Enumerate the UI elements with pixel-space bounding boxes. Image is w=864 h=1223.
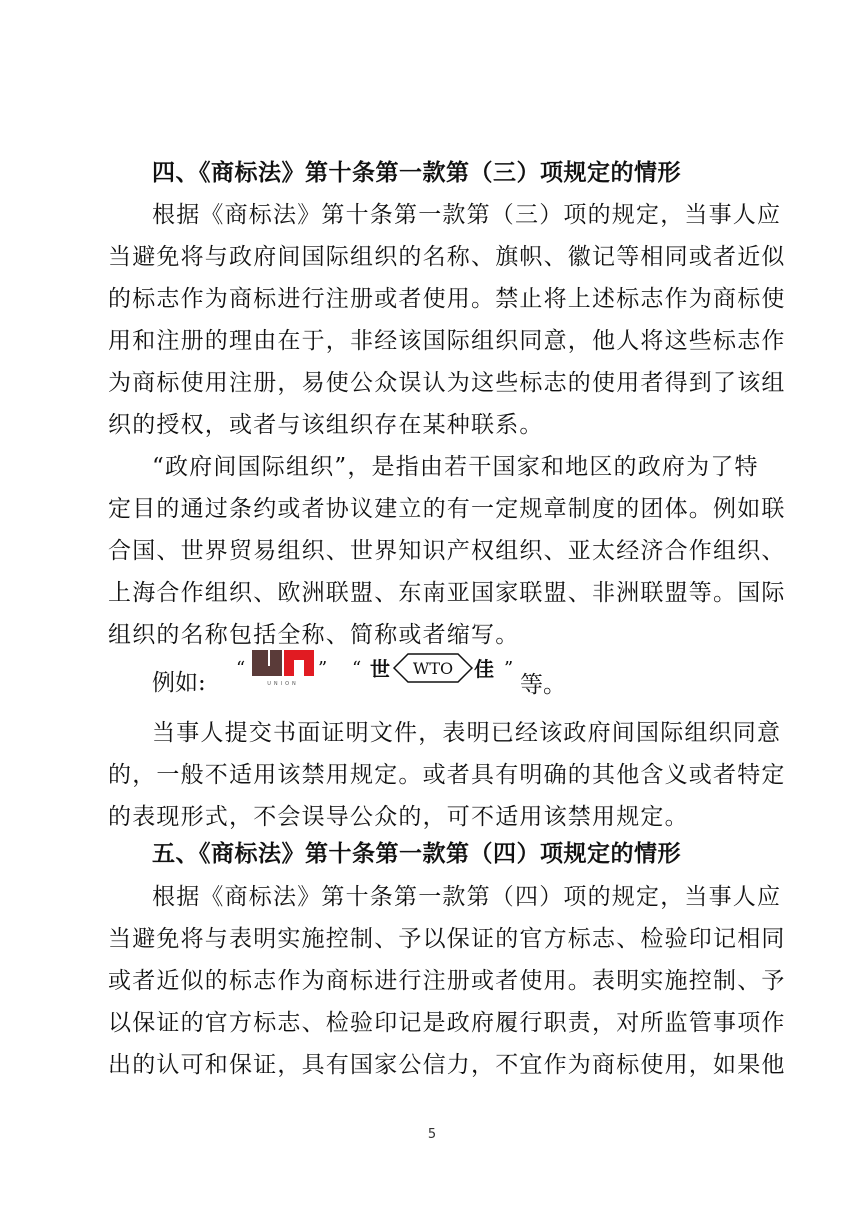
- s4-p3-line-1: 当事人提交书面证明文件，表明已经该政府间国际组织同意: [152, 720, 782, 746]
- s5-p1-line-3: 或者近似的标志作为商标进行注册或者使用。表明实施控制、予: [108, 968, 786, 994]
- s4-p1-line-5: 为商标使用注册，易使公众误认为这些标志的使用者得到了该组: [108, 370, 786, 396]
- un-logo-subtext: UNION: [267, 681, 299, 687]
- wto-logo: [370, 650, 510, 686]
- s4-p1-line-1: 根据《商标法》第十条第一款第（三）项的规定，当事人应: [152, 202, 782, 228]
- s5-p1-line-5: 出的认可和保证，具有国家公信力，不宜作为商标使用，如果他: [108, 1052, 786, 1078]
- open-quote-2: “: [352, 658, 362, 679]
- open-quote-1: “: [236, 658, 246, 679]
- example-label: 例如:: [152, 670, 206, 696]
- s5-p1-line-2: 当避免将与表明实施控制、予以保证的官方标志、检验印记相同: [108, 926, 786, 952]
- s4-p2-line-5: 组织的名称包括全称、简称或者缩写。: [108, 622, 520, 648]
- s4-p1-line-4: 用和注册的理由在于，非经该国际组织同意，他人将这些标志作: [108, 328, 786, 354]
- s4-p1-line-2: 当避免将与政府间国际组织的名称、旗帜、徽记等相同或者近似: [108, 244, 786, 270]
- s4-p2-line-2: 定目的通过条约或者协议建立的有一定规章制度的团体。例如联: [108, 496, 786, 522]
- example-suffix: 等。: [520, 672, 566, 698]
- s4-p3-line-2: 的，一般不适用该禁用规定。或者具有明确的其他含义或者特定: [108, 762, 786, 788]
- s4-p2-line-4: 上海合作组织、欧洲联盟、东南亚国家联盟、非洲联盟等。国际: [108, 580, 786, 606]
- close-quote-2: ”: [504, 658, 514, 679]
- s4-p1-line-6: 织的授权，或者与该组织存在某种联系。: [108, 412, 544, 438]
- wto-logo-center-text: WTO: [412, 659, 454, 678]
- s5-p1-line-4: 以保证的官方标志、检验印记是政府履行职责，对所监管事项作: [108, 1010, 786, 1036]
- s5-p1-line-1: 根据《商标法》第十条第一款第（四）项的规定，当事人应: [152, 884, 782, 910]
- section-5-heading: 五、《商标法》第十条第一款第（四）项规定的情形: [152, 841, 681, 867]
- un-logo: [250, 642, 316, 688]
- s4-p2-line-3: 合国、世界贸易组织、世界知识产权组织、亚太经济合作组织、: [108, 538, 786, 564]
- s4-p1-line-3: 的标志作为商标进行注册或者使用。禁止将上述标志作为商标使: [108, 286, 786, 312]
- section-4-heading: 四、《商标法》第十条第一款第（三）项规定的情形: [152, 160, 681, 186]
- s4-p3-line-3: 的表现形式，不会误导公众的，可不适用该禁用规定。: [108, 804, 689, 830]
- page-number: 5: [427, 1127, 437, 1142]
- wto-logo-left-char: 世: [370, 657, 390, 681]
- wto-logo-right-char: 佳: [474, 657, 494, 681]
- s4-p2-line-1: “政府间国际组织”，是指由若干国家和地区的政府为了特: [152, 454, 759, 480]
- close-quote-1: ”: [318, 658, 328, 679]
